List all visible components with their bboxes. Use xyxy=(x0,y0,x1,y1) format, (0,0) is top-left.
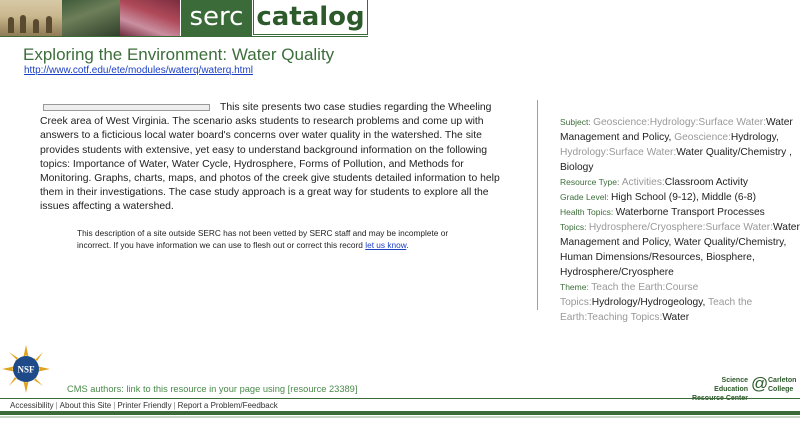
catalog-logo-text: catalog xyxy=(253,0,368,35)
subject-2-leaf[interactable]: Hydrology xyxy=(730,132,776,143)
serc-logo-line1: Science Education xyxy=(714,377,748,393)
banner-photo-people xyxy=(0,0,62,36)
topics-row: Topics: Hydrosphere/Cryosphere:Surface Water:Water Management and Policy, Water Quality/Chemistry, Human Dimensions/Resources, Biosphere, Hydrosphere/Cryosphere xyxy=(560,222,800,278)
resource-url-link[interactable]: http://www.cotf.edu/ete/modules/waterq/waterq.html xyxy=(24,65,253,76)
topics-label: Topics xyxy=(560,222,585,232)
resource-description xyxy=(40,101,516,215)
report-problem-link[interactable]: Report a Problem/Feedback xyxy=(177,401,278,410)
health-topics-value[interactable]: Waterborne Transport Processes xyxy=(615,207,765,218)
footer-divider xyxy=(0,398,800,399)
resource-metadata xyxy=(560,115,800,325)
nsf-logo-text: NSF xyxy=(17,364,35,375)
grade-level-label: Grade Level xyxy=(560,192,607,202)
serc-logo-text: serc xyxy=(181,0,252,36)
banner-photo-landscape xyxy=(62,0,120,36)
accessibility-link[interactable]: Accessibility xyxy=(10,401,54,410)
vetting-note-end: . xyxy=(406,240,409,250)
theme-2-path[interactable]: Teach the Earth:Teaching Topics: xyxy=(560,297,753,323)
header-divider xyxy=(0,36,368,37)
health-topics-label: Health Topics xyxy=(560,207,611,217)
description-text: This site presents two case studies regarding the Wheeling Creek area of West Virginia. The scenario asks students to research problems and come up with answers to a ficticious local water board's concerns over water quality in the watershed. The site provides students with extensive, yet easy to understand background information on the following topics: Importance of Water, Water Cycle, Hydrosphere, Forms of Pollution, and Methods for Monitoring. Graphs, charts, maps, and photos of the creek give students detailed information to help them in their investigations. The case study approach is a great way for students to explore all the issues affecting a watershed. xyxy=(40,102,500,213)
vetting-note-text: This description of a site outside SERC has not been vetted by SERC staff and may be incomplete or incorrect. If you have information we can use to flesh out or correct this record xyxy=(77,228,449,250)
topics-value[interactable]: Water Management and Policy, Water Quality/Chemistry, Human Dimensions/Resources, Biosphere, Hydrosphere/Cryosphere xyxy=(560,222,800,278)
at-sign-icon: @ xyxy=(751,374,769,393)
theme-2-leaf[interactable]: Water xyxy=(662,312,690,323)
footer-links: Accessibility | About this Site | Printer Friendly | Report a Problem/Feedback xyxy=(10,401,278,410)
banner-photo-rock xyxy=(120,0,180,36)
subject-4-leaf[interactable]: Biology xyxy=(560,162,594,173)
about-site-link[interactable]: About this Site xyxy=(59,401,112,410)
grade-level-value[interactable]: High School (9-12), Middle (6-8) xyxy=(611,192,756,203)
subject-3-path[interactable]: Hydrology:Surface Water: xyxy=(560,147,677,158)
footer-bar xyxy=(0,411,800,415)
footer-bar-light xyxy=(0,416,800,418)
column-divider xyxy=(537,100,538,310)
subject-2-path[interactable]: Geoscience: xyxy=(674,132,731,143)
health-topics-row: Health Topics: Waterborne Transport Processes xyxy=(560,207,765,218)
cms-authors-note: CMS authors: link to this resource in your page using [resource 23389] xyxy=(67,384,358,394)
subject-1-path[interactable]: Geoscience:Hydrology:Surface Water: xyxy=(593,117,766,128)
carleton-line2: College xyxy=(768,386,794,393)
serc-carleton-logo[interactable] xyxy=(690,376,798,398)
theme-label: Theme xyxy=(560,282,587,292)
resource-type-path[interactable]: Activities: xyxy=(621,177,665,188)
vetting-note xyxy=(77,227,477,251)
carleton-logo-lines xyxy=(768,376,796,394)
resource-type-label: Resource Type xyxy=(560,177,618,187)
printer-friendly-link[interactable]: Printer Friendly xyxy=(117,401,172,410)
theme-1-leaf[interactable]: Hydrology/Hydrogeology xyxy=(591,297,703,308)
grade-level-row: Grade Level: High School (9-12), Middle (6-8) xyxy=(560,192,756,203)
subject-label: Subject xyxy=(560,117,589,127)
subject-row: Subject: Geoscience:Hydrology:Surface Water:Water Management and Policy, Geoscience:Hydrology, Hydrology:Surface Water:Water Quality/Chemistry , Biology xyxy=(560,117,793,173)
nsf-logo-icon[interactable] xyxy=(2,345,50,393)
topics-path[interactable]: Hydrosphere/Cryosphere:Surface Water: xyxy=(588,222,774,233)
resource-type-row: Resource Type: Activities:Classroom Activity xyxy=(560,177,748,188)
page-title: Exploring the Environment: Water Quality xyxy=(23,45,335,64)
theme-row: Theme: Teach the Earth:Course Topics:Hydrology/Hydrogeology, Teach the Earth:Teaching Topics:Water xyxy=(560,282,753,323)
let-us-know-link[interactable]: let us know xyxy=(365,240,407,250)
resource-type-leaf[interactable]: Classroom Activity xyxy=(664,177,748,188)
theme-1-path[interactable]: Teach the Earth:Course Topics: xyxy=(560,282,699,308)
serc-catalog-banner[interactable] xyxy=(0,0,368,36)
carleton-line1: Carleton xyxy=(768,377,797,384)
subject-1-leaf[interactable]: Water Management and Policy xyxy=(560,117,793,143)
subject-3-leaf[interactable]: Water Quality/Chemistry xyxy=(676,147,787,158)
